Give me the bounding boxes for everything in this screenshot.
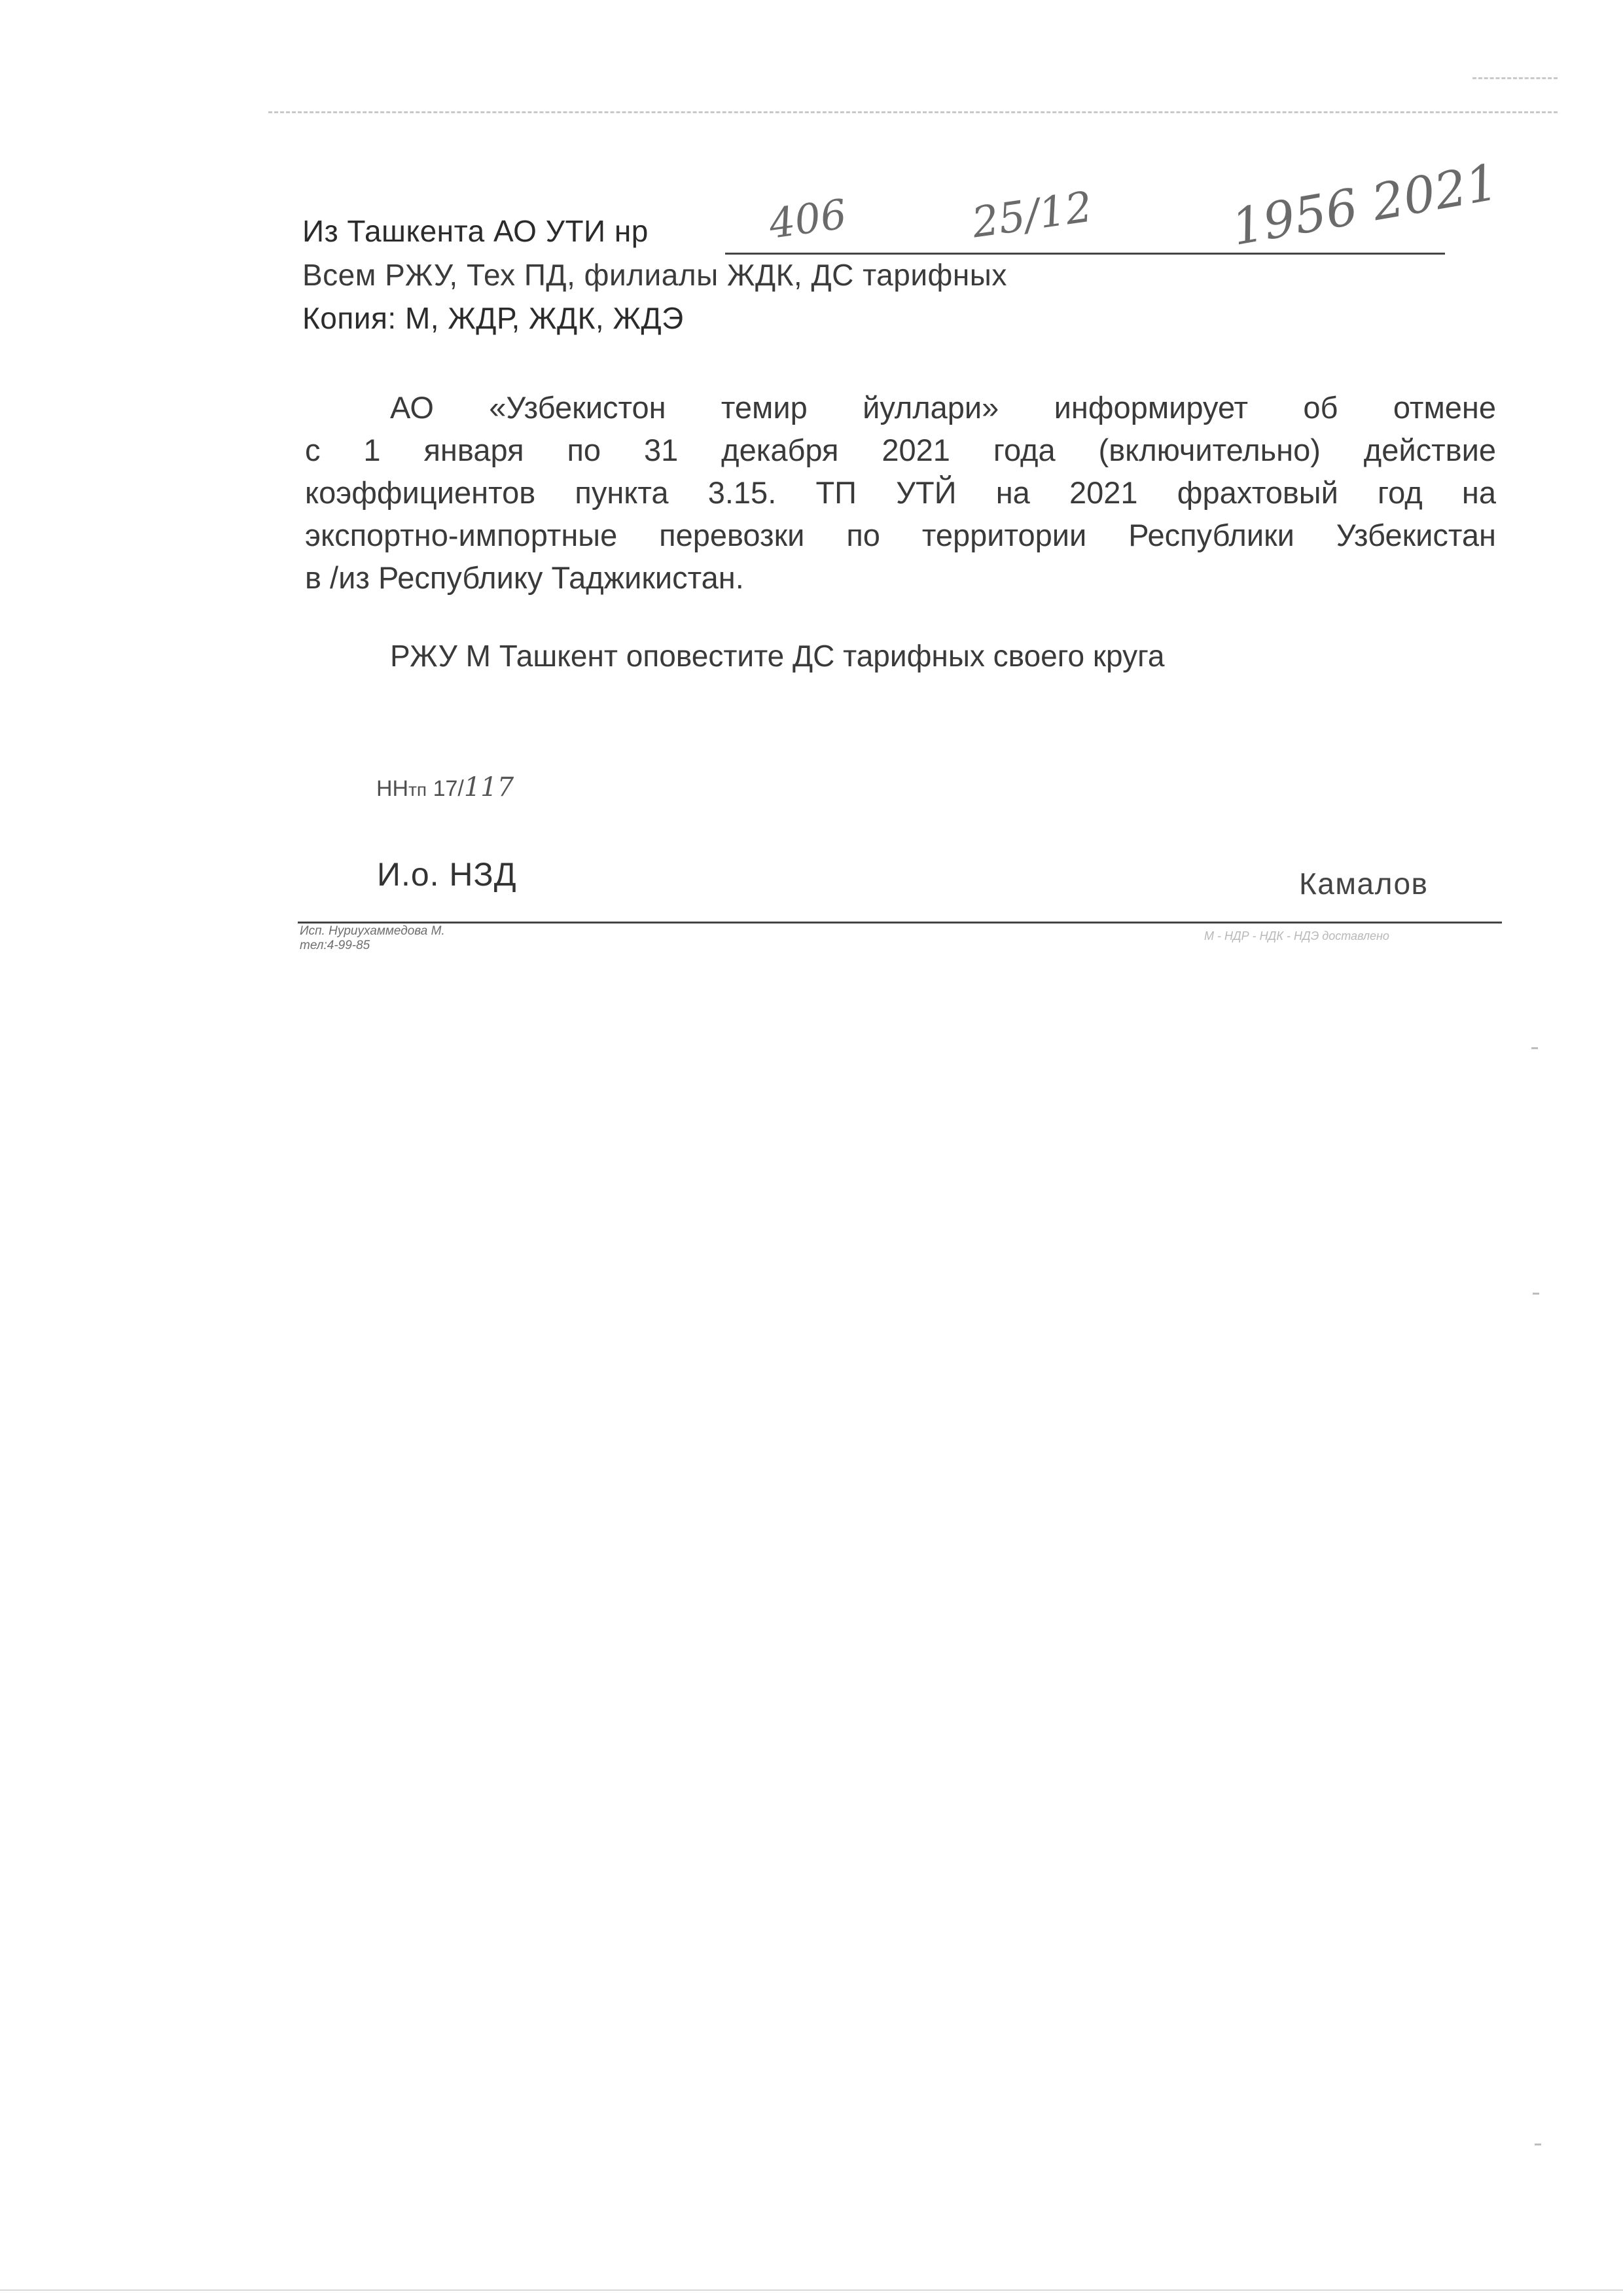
reference-handwritten: 117 [463, 772, 514, 802]
executor-note: Исп. Нуриухаммедова М. [300, 924, 445, 938]
paragraph-line: АО «Узбекистон темир йуллари» информирует об отмене [390, 390, 1496, 425]
reference-subscript: тп [408, 780, 427, 800]
reference-prefix: НН [376, 776, 409, 801]
paragraph-line: в /из Республику Таджикистан. [305, 560, 744, 595]
signature-divider [298, 922, 1502, 924]
reference-code [376, 772, 514, 802]
signatory-name: Камалов [1299, 867, 1429, 901]
scan-artifact-tick [1533, 1293, 1539, 1295]
scan-artifact-top-right-line [1472, 77, 1558, 79]
header-recipients-line: Всем РЖУ, Тех ПД, филиалы ЖДК, ДС тарифных [302, 258, 1007, 292]
header-copy-line: Копия: М, ЖДР, ЖДК, ЖДЭ [302, 301, 684, 335]
executor-phone: тел:4-99-85 [300, 939, 370, 952]
body-paragraph-1 [305, 386, 1496, 599]
paragraph-line: экспортно-импортные перевозки по территории Республики Узбекистан [305, 518, 1496, 552]
handwritten-number: 406 [766, 190, 849, 248]
paragraph-line: коэффициентов пункта 3.15. ТП УТЙ на 2021 фрахтовый год на [305, 475, 1496, 510]
scan-artifact-tick [1535, 2144, 1541, 2145]
signatory-title: И.о. НЗД [377, 856, 517, 893]
handwritten-code: 1956 2021 [1227, 152, 1503, 257]
distribution-note: М - НДР - НДК - НДЭ доставлено [1204, 929, 1389, 942]
number-fill-line [725, 253, 1445, 255]
body-paragraph-2: РЖУ М Ташкент оповестите ДС тарифных своего круга [390, 639, 1165, 673]
paragraph-line: с 1 января по 31 декабря 2021 года (включительно) действие [305, 433, 1496, 467]
scan-artifact-bottom-line [0, 2289, 1623, 2291]
header-from-line: Из Ташкента АО УТИ нр [302, 214, 649, 248]
scan-artifact-top-line [268, 111, 1558, 113]
handwritten-date: 25/12 [969, 183, 1096, 248]
scan-artifact-tick [1531, 1047, 1538, 1049]
reference-number: 17/ [433, 776, 464, 801]
